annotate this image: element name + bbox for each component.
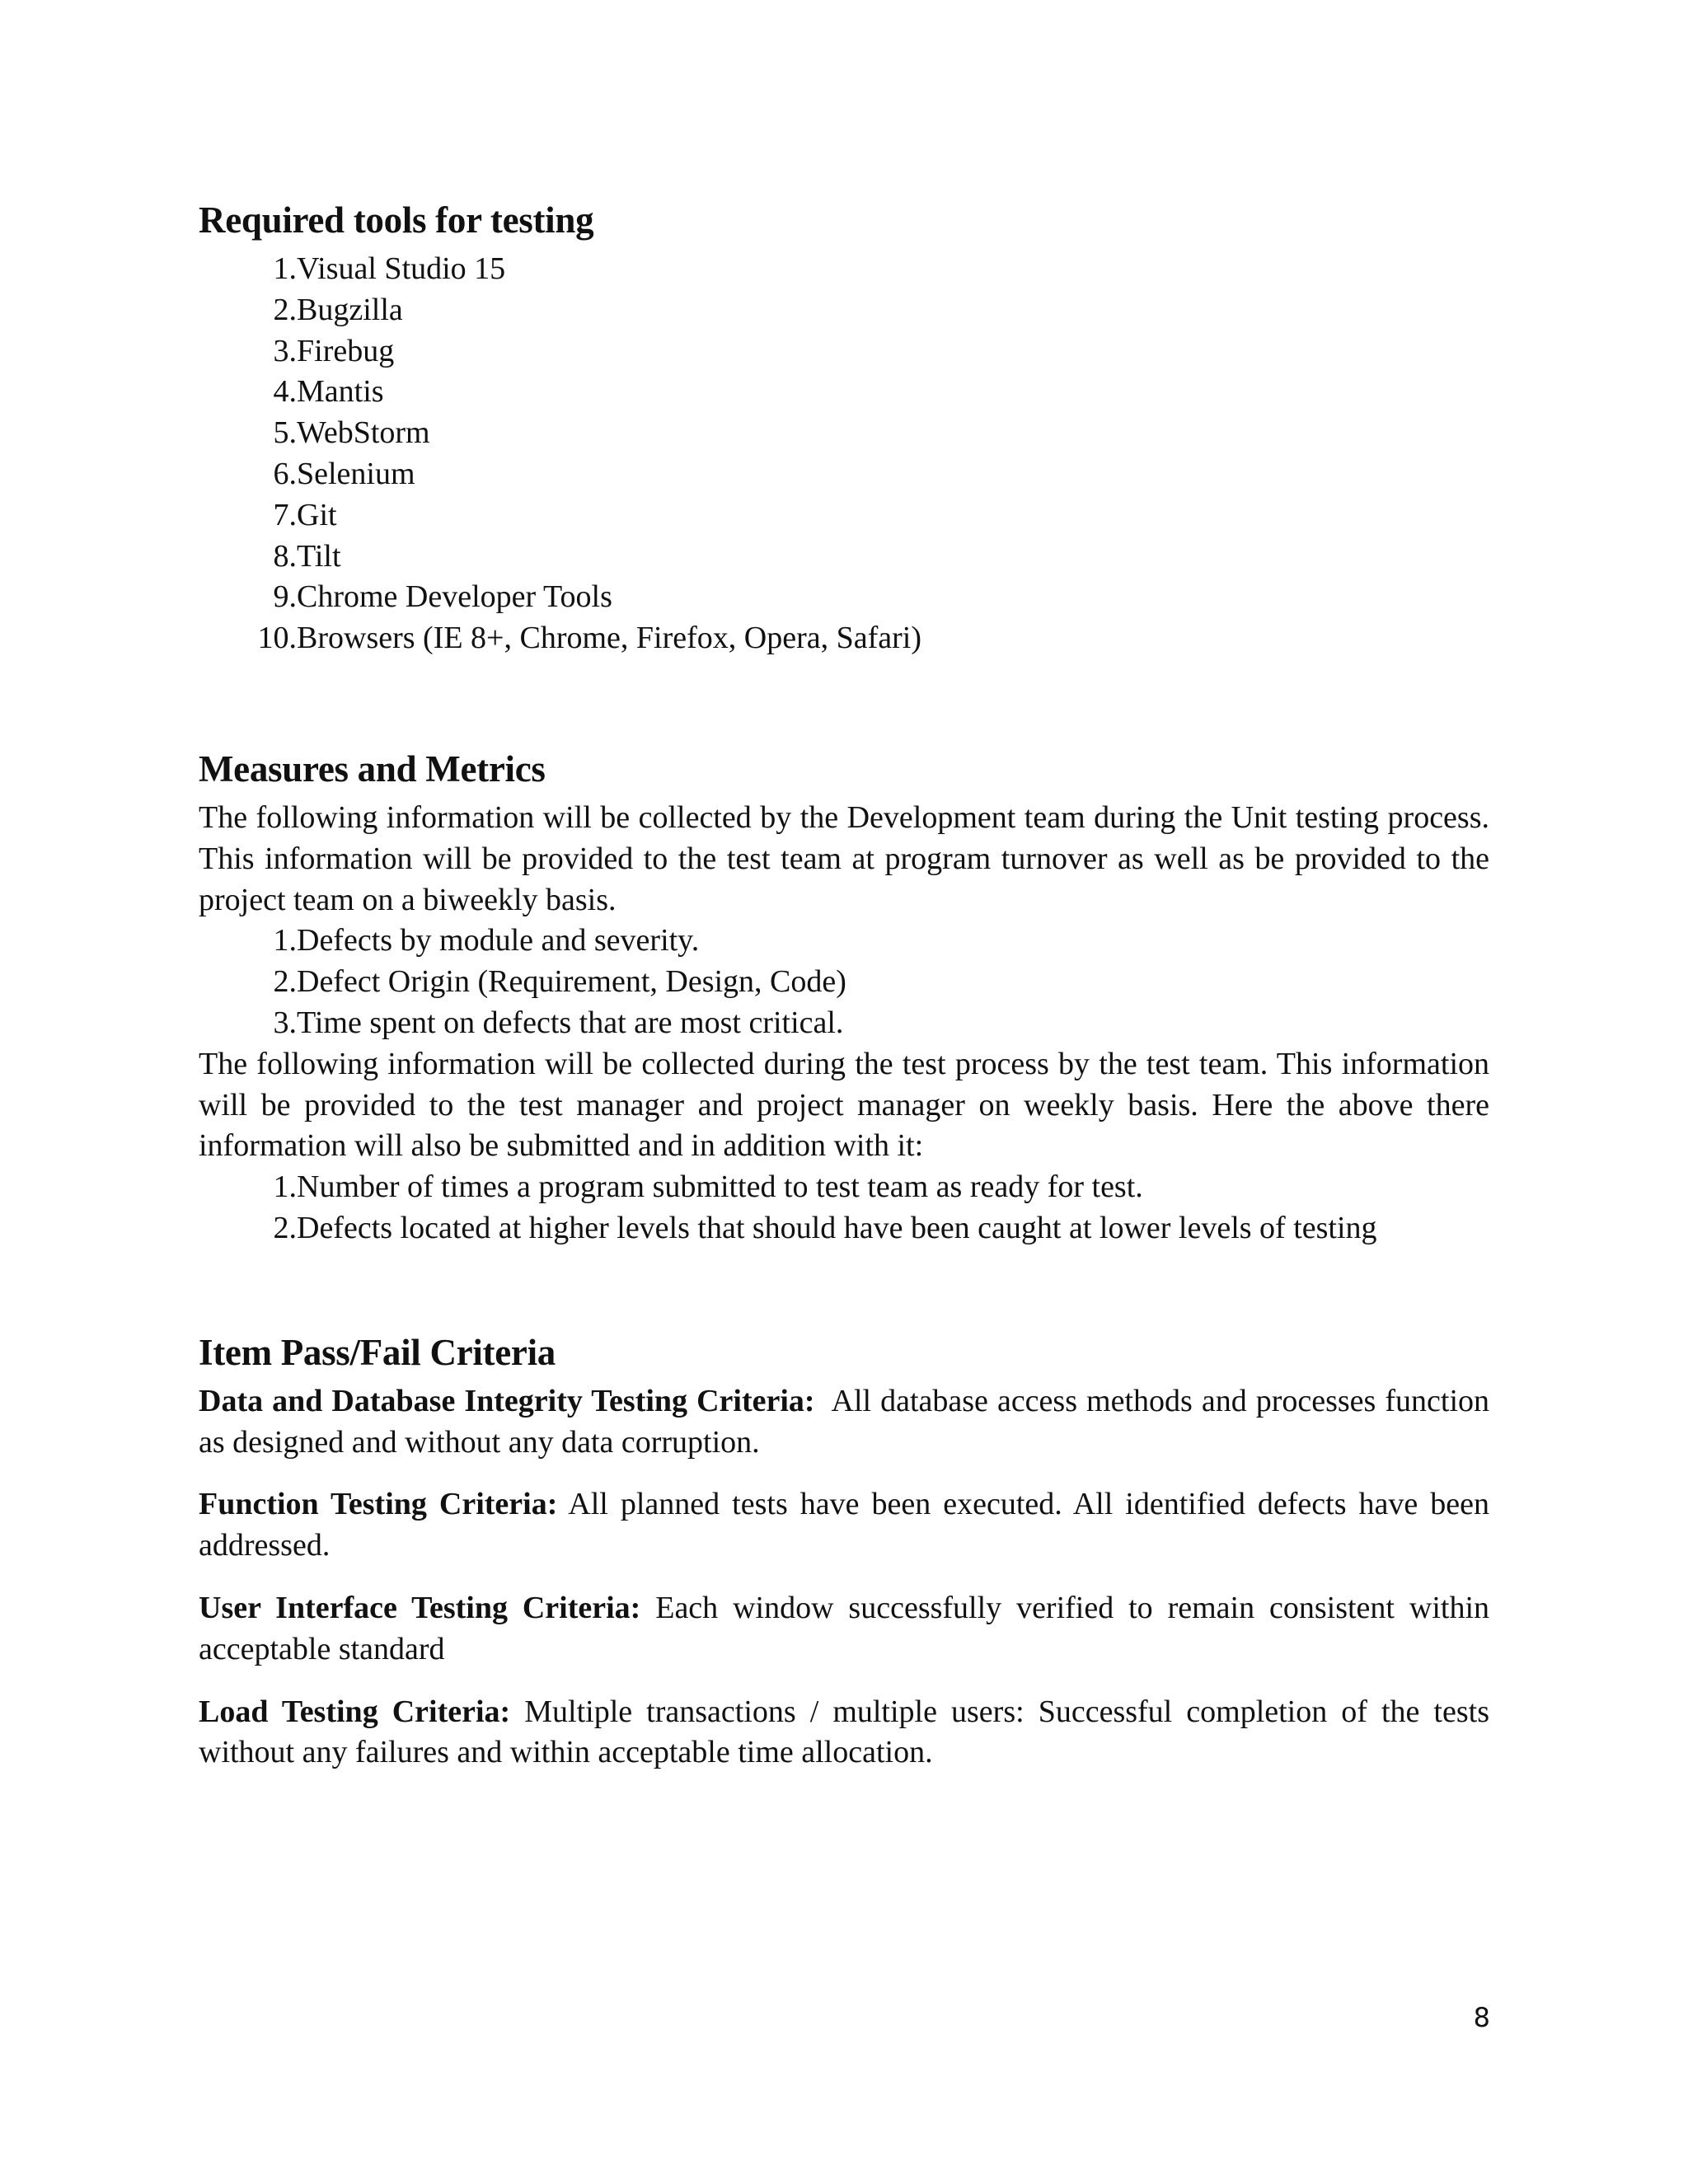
list-item [199,372,1489,413]
criteria-label: User Interface Testing Criteria: [199,1590,641,1625]
list-item-number: 2. [273,292,297,327]
criteria-label: Function Testing Criteria: [199,1487,558,1522]
section-pass-fail-criteria [199,1324,1498,1774]
page-number: 8 [1473,2002,1490,2033]
list-item [199,1167,1489,1208]
list-item-text: Tilt [297,538,341,574]
list-item [199,1003,1489,1044]
list-item-number: 7. [273,497,297,532]
list-item-text: Visual Studio 15 [297,251,506,286]
list-item [199,290,1489,331]
criteria-text: Multiple transactions / multiple users: Successful completion of the tests without any failures and within acceptable time allocation. [199,1694,1498,1770]
measures-list-unit [199,921,1489,1043]
list-item-text: Defects by module and severity. [297,923,700,958]
list-item-number: 3. [273,333,297,368]
list-item-number: 2. [273,1210,297,1245]
criteria-text: All database access methods and processes function as designed and without any data corruption. [199,1383,1498,1460]
list-item-number: 6. [273,456,297,491]
list-item [199,495,1489,537]
list-item-text: Chrome Developer Tools [297,579,612,615]
list-item-text: Selenium [297,456,415,491]
list-item-text: Firebug [297,333,395,368]
list-item-number: 9. [273,579,297,615]
criteria-label: Data and Database Integrity Testing Criteria: [199,1383,815,1418]
criteria-text: Each window successfully verified to remain consistent within acceptable standard [199,1590,1498,1666]
list-item-number: 3. [273,1005,297,1040]
section-required-tools [199,191,1489,659]
criteria-label: Load Testing Criteria: [199,1694,511,1729]
list-item [199,537,1489,578]
list-item-number: 4. [273,374,297,410]
list-item-number: 8. [273,538,297,574]
criteria-data-integrity [199,1381,1498,1464]
list-item [199,331,1489,373]
section-heading-measures: Measures and Metrics [199,748,546,790]
list-item [199,618,1489,659]
list-item-number: 10. [257,621,297,656]
list-item [199,454,1489,495]
list-item [199,249,1489,290]
criteria-ui-testing [199,1588,1498,1671]
list-item-number: 5. [273,415,297,451]
list-item [199,962,1489,1003]
page-content [199,191,1498,1795]
list-item-number: 1. [273,251,297,286]
measures-list-test [199,1167,1489,1249]
section-heading-criteria: Item Pass/Fail Criteria [199,1331,556,1373]
list-item-text: WebStorm [297,415,430,451]
list-item-text: Defects located at higher levels that should have been caught at lower levels of testing [297,1210,1377,1245]
list-item-text: Defect Origin (Requirement, Design, Code) [297,964,846,1000]
list-item-text: Mantis [297,374,384,410]
section-measures-metrics [199,740,1489,1249]
list-item-number: 1. [273,923,297,958]
criteria-function-testing [199,1484,1498,1567]
criteria-load-testing [199,1692,1498,1774]
section-heading-tools: Required tools for testing [199,199,594,241]
tools-list [199,249,1489,659]
list-item-number: 1. [273,1169,297,1205]
list-item-number: 2. [273,964,297,1000]
measures-intro-paragraph: The following information will be collected by the Development team during the Unit testing process. This information will be provided to the test team at program turnover as well as be provided to the project team on a biweekly basis. [199,799,1489,917]
criteria-text: All planned tests have been executed. All identified defects have been addressed. [199,1487,1498,1563]
list-item-text: Bugzilla [297,292,403,327]
list-item-text: Number of times a program submitted to test team as ready for test. [297,1169,1143,1205]
measures-test-paragraph: The following information will be collected during the test process by the test team. This information will be provided to the test manager and project manager on weekly basis. Here the above there information will also be submitted and in addition with it: [199,1046,1489,1164]
list-item [199,413,1489,454]
list-item [199,1208,1489,1249]
list-item-text: Browsers (IE 8+, Chrome, Firefox, Opera, Safari) [297,621,921,656]
list-item [199,921,1489,962]
list-item [199,577,1489,618]
list-item-text: Git [297,497,337,532]
list-item-text: Time spent on defects that are most critical. [297,1005,844,1040]
